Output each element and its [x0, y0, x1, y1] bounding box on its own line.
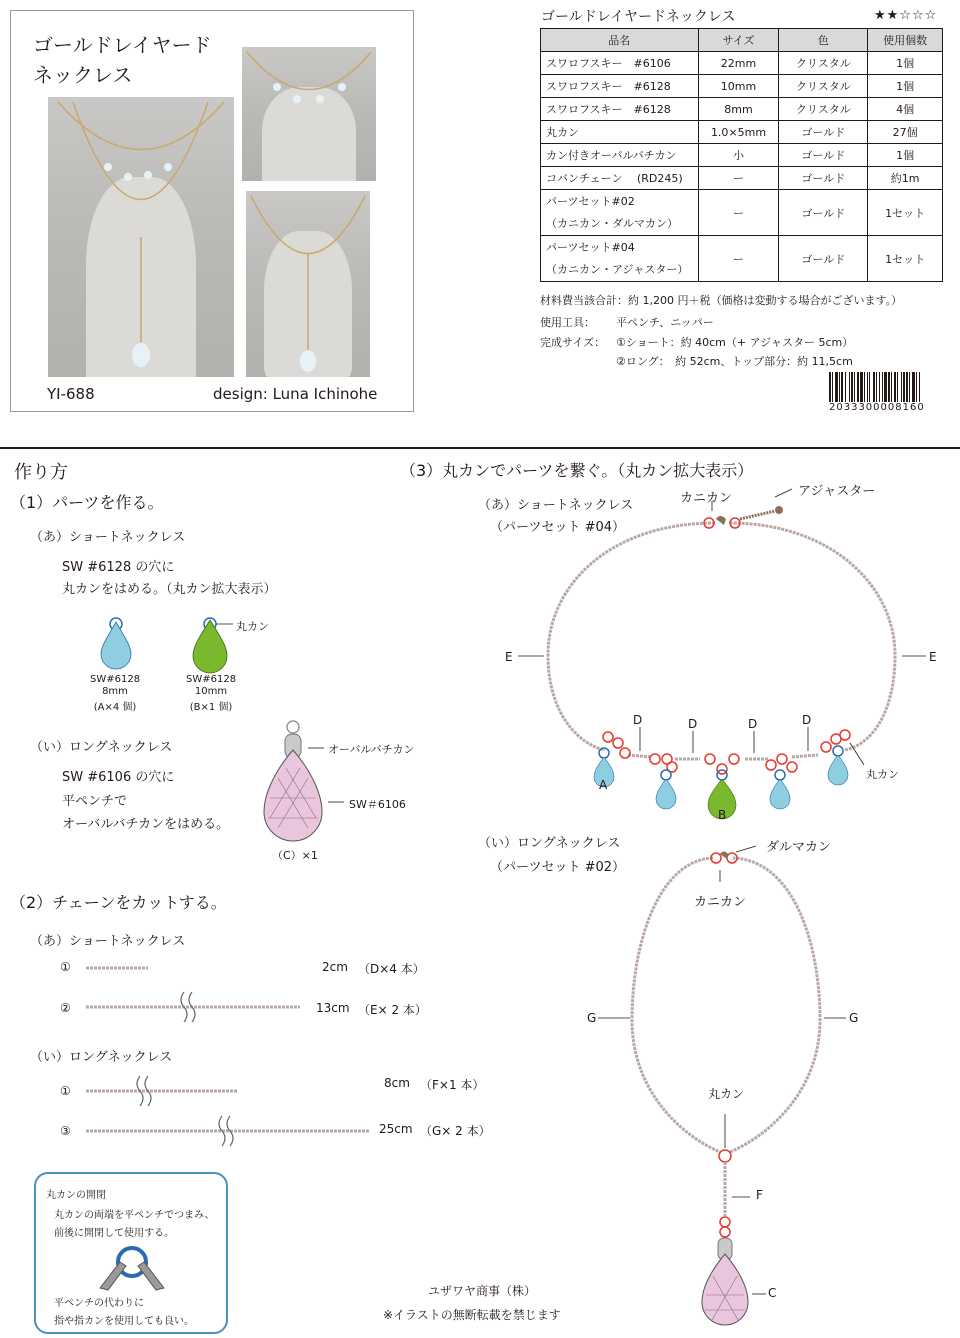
- cut-a2-no: ②: [60, 1001, 71, 1015]
- label-d-2: D: [688, 717, 698, 731]
- cell-size: ー: [698, 167, 779, 190]
- pliers-ring-icon: [92, 1240, 172, 1292]
- kanikan-label-long: カニカン: [694, 895, 747, 910]
- label-f: F: [756, 1188, 763, 1202]
- label-c: C: [768, 1286, 777, 1300]
- step1-b-text2: 平ペンチで: [62, 794, 128, 809]
- step1-a-text1: SW #6128 の穴に: [62, 560, 175, 575]
- barcode-bar: [891, 372, 892, 402]
- barcode-bar: [909, 372, 910, 402]
- step3-heading: （3）丸カンでパーツを繋ぐ。（丸カン拡大表示）: [400, 461, 754, 480]
- cut-a1-length: 2cm: [322, 960, 348, 974]
- size-label: 完成サイズ：: [540, 336, 606, 349]
- c-label: （C）×1: [272, 849, 318, 862]
- barcode-bar: [916, 372, 917, 402]
- step1-a-heading: （あ）ショートネックレス: [30, 530, 186, 545]
- barcode-bar: [832, 372, 833, 402]
- company-name: ユザワヤ商事（株）: [428, 1284, 537, 1298]
- adjuster-label: アジャスター: [798, 484, 876, 499]
- step3-a-parts: （パーツセット #04）: [490, 520, 626, 535]
- barcode-bar: [912, 372, 915, 402]
- table-row: [541, 121, 943, 144]
- step2-a-heading: （あ）ショートネックレス: [30, 934, 186, 949]
- table-row: [541, 52, 943, 75]
- barcode-bar: [903, 372, 905, 402]
- cut-b2-no: ③: [60, 1124, 71, 1138]
- tools-label: 使用工具：: [540, 316, 595, 329]
- size-short: ①ショート：約 40cm（+ アジャスター 5cm）: [616, 336, 854, 349]
- barcode-bar: [873, 372, 875, 402]
- cell-qty: 1個: [868, 52, 943, 75]
- howto-title: 作り方: [14, 462, 68, 483]
- barcode-bar: [888, 372, 890, 402]
- label-b: B: [718, 808, 727, 822]
- barcode-bar: [851, 372, 853, 402]
- barcode-bar: [876, 372, 877, 402]
- cut-b2-length: 25cm: [379, 1122, 413, 1136]
- tip-line2: 前後に開閉して使用する。: [54, 1228, 174, 1239]
- label-e-right: E: [929, 650, 937, 664]
- necklace-photo-detail-short: [242, 47, 376, 181]
- table-row: [541, 144, 943, 167]
- barcode-bar: [829, 372, 831, 402]
- chain-13cm: [86, 990, 300, 1024]
- col-name: 品名: [541, 29, 699, 52]
- chain-8cm: [86, 1074, 238, 1108]
- barcode-bar: [841, 372, 843, 402]
- cell-name: スワロフスキー #6128: [541, 98, 699, 121]
- photo-title-line2: ネックレス: [33, 63, 133, 87]
- materials-table: [540, 28, 943, 282]
- chain-25cm: [86, 1114, 370, 1148]
- bail-label: オーバルバチカン: [328, 743, 415, 756]
- barcode-bar: [919, 372, 920, 402]
- cut-b1-length: 8cm: [384, 1076, 410, 1090]
- barcode-bar: [849, 372, 850, 402]
- step1-b-text3: オーバルバチカンをはめる。: [62, 817, 230, 832]
- barcode-bar: [894, 372, 896, 402]
- label-d-1: D: [633, 713, 643, 727]
- cell-size: ー: [698, 190, 779, 236]
- sw8-label1: SW#6128: [90, 674, 141, 685]
- sw6106-label: SW＃6106: [349, 798, 406, 811]
- cell-size: 10mm: [698, 75, 779, 98]
- cell-qty: 1セット: [868, 236, 943, 282]
- cell-qty: 約1m: [868, 167, 943, 190]
- photo-title-line1: ゴールドレイヤード: [33, 33, 212, 57]
- tools-value: 平ペンチ、ニッパー: [616, 316, 714, 329]
- sw6128-10mm-drop: [189, 612, 239, 674]
- barcode-number: 2033300008160: [829, 402, 925, 413]
- step1-a-text2: 丸カンをはめる。（丸カン拡大表示）: [62, 582, 277, 597]
- cell-size: 1.0×5mm: [698, 121, 779, 144]
- cell-qty: 1個: [868, 75, 943, 98]
- ring-tip-box: [34, 1172, 228, 1334]
- table-row: [541, 236, 943, 282]
- barcode-bar: [869, 372, 870, 402]
- marukan-label-short: 丸カン: [866, 768, 899, 781]
- cell-color: クリスタル: [779, 98, 868, 121]
- step3-b-parts: （パーツセット #02）: [490, 860, 626, 875]
- step1-b-heading: （い）ロングネックレス: [30, 740, 173, 755]
- table-row: [541, 190, 943, 236]
- col-qty: 使用個数: [868, 29, 943, 52]
- table-header-row: [541, 29, 943, 52]
- cut-b2-qty: （G× 2 本）: [420, 1124, 491, 1138]
- step3-a-heading: （あ）ショートネックレス: [478, 498, 634, 513]
- col-color: 色: [779, 29, 868, 52]
- sw10-label3: (B×1 個): [189, 702, 233, 713]
- set-name-line1: パーツセット#02: [546, 194, 635, 208]
- barcode-bar: [864, 372, 865, 402]
- designer-credit: design: Luna Ichinohe: [213, 385, 378, 403]
- kanikan-label-short: カニカン: [680, 491, 733, 506]
- cell-qty: 1セット: [868, 190, 943, 236]
- necklace-photo-main: [48, 97, 234, 377]
- cut-b1-qty: （F×1 本）: [420, 1078, 485, 1092]
- cell-size: 8mm: [698, 98, 779, 121]
- barcode-bar: [835, 372, 838, 402]
- cell-size: ー: [698, 236, 779, 282]
- barcode-bar: [860, 372, 863, 402]
- cell-name: [541, 236, 699, 282]
- col-size: サイズ: [698, 29, 779, 52]
- cell-color: ゴールド: [779, 167, 868, 190]
- barcode-bar: [906, 372, 908, 402]
- cut-a1-qty: （D×4 本）: [358, 962, 425, 976]
- size-long: ②ロング： 約 52cm、トップ部分：約 11,5cm: [616, 355, 853, 368]
- cell-name: スワロフスキー #6106: [541, 52, 699, 75]
- cell-color: ゴールド: [779, 144, 868, 167]
- barcode-bar: [882, 372, 883, 402]
- product-code: YI-688: [47, 385, 95, 403]
- cell-color: クリスタル: [779, 52, 868, 75]
- barcode-bar: [854, 372, 855, 402]
- barcode: [829, 372, 941, 402]
- cell-size: 小: [698, 144, 779, 167]
- label-d-4: D: [802, 713, 812, 727]
- table-row: [541, 98, 943, 121]
- barcode-bar: [884, 372, 887, 402]
- sw6128-8mm-drop: [95, 612, 140, 672]
- photo-frame: [10, 10, 414, 412]
- label-a: A: [599, 778, 608, 792]
- cell-color: クリスタル: [779, 75, 868, 98]
- set-name-line2: （カニカン・ダルマカン）: [546, 216, 678, 230]
- label-d-3: D: [748, 717, 758, 731]
- section-divider: [0, 447, 960, 449]
- barcode-bar: [897, 372, 898, 402]
- necklace-photo-detail-long: [246, 191, 370, 377]
- cell-qty: 1個: [868, 144, 943, 167]
- step2-heading: （2）チェーンをカットする。: [10, 893, 227, 912]
- tip-line4: 指や指カンを使用しても良い。: [54, 1316, 194, 1327]
- cell-size: 22mm: [698, 52, 779, 75]
- darumakan-label: ダルマカン: [766, 840, 832, 855]
- cell-name: 丸カン: [541, 121, 699, 144]
- step1-heading: （1）パーツを作る。: [10, 493, 164, 512]
- cell-name: [541, 190, 699, 236]
- cell-color: ゴールド: [779, 236, 868, 282]
- difficulty-rating: ★★☆☆☆: [874, 8, 938, 23]
- label-g-left: G: [587, 1011, 597, 1025]
- table-row: [541, 75, 943, 98]
- tip-line3: 平ペンチの代わりに: [54, 1298, 144, 1309]
- barcode-bar: [867, 372, 868, 402]
- table-row: [541, 167, 943, 190]
- barcode-bars: [829, 372, 941, 402]
- spec-title: ゴールドレイヤードネックレス: [541, 9, 736, 25]
- barcode-bar: [879, 372, 880, 402]
- cell-name: スワロフスキー #6128: [541, 75, 699, 98]
- sw10-label2: 10mm: [194, 686, 228, 697]
- cell-qty: 4個: [868, 98, 943, 121]
- tip-line1: 丸カンの両端を平ペンチでつまみ、: [54, 1210, 215, 1221]
- sw8-label2: 8mm: [102, 686, 128, 697]
- label-g-right: G: [849, 1011, 859, 1025]
- crystal-6106-illustration: [258, 718, 398, 848]
- sw8-label3: (A×4 個): [93, 702, 137, 713]
- cut-a2-qty: （E× 2 本）: [358, 1003, 427, 1017]
- chain-2cm: [86, 963, 148, 973]
- set-name-line1: パーツセット#04: [546, 240, 635, 254]
- step3-b-heading: （い）ロングネックレス: [478, 836, 621, 851]
- copyright-notice: ※イラストの無断転載を禁じます: [383, 1308, 561, 1322]
- barcode-bar: [845, 372, 846, 402]
- cell-qty: 27個: [868, 121, 943, 144]
- step1-b-text1: SW #6106 の穴に: [62, 770, 175, 785]
- barcode-bar: [901, 372, 902, 402]
- barcode-bar: [857, 372, 859, 402]
- ring-label-step1: 丸カン: [236, 620, 269, 633]
- cut-a2-length: 13cm: [316, 1001, 350, 1015]
- label-e-left: E: [505, 650, 513, 664]
- marukan-label-long: 丸カン: [708, 1087, 745, 1101]
- step2-b-heading: （い）ロングネックレス: [30, 1050, 173, 1065]
- cost-note: 材料費当該合計：約 1,200 円＋税（価格は変動する場合がございます。）: [540, 294, 903, 307]
- sw10-label1: SW#6128: [186, 674, 237, 685]
- barcode-bar: [839, 372, 840, 402]
- cell-color: ゴールド: [779, 190, 868, 236]
- tip-title: 丸カンの開閉: [46, 1190, 106, 1201]
- cell-name: コバンチェーン (RD245): [541, 167, 699, 190]
- cell-name: カン付きオーバルバチカン: [541, 144, 699, 167]
- set-name-line2: （カニカン・アジャスター）: [546, 262, 689, 276]
- cut-b1-no: ①: [60, 1084, 71, 1098]
- cut-a1-no: ①: [60, 960, 71, 974]
- cell-color: ゴールド: [779, 121, 868, 144]
